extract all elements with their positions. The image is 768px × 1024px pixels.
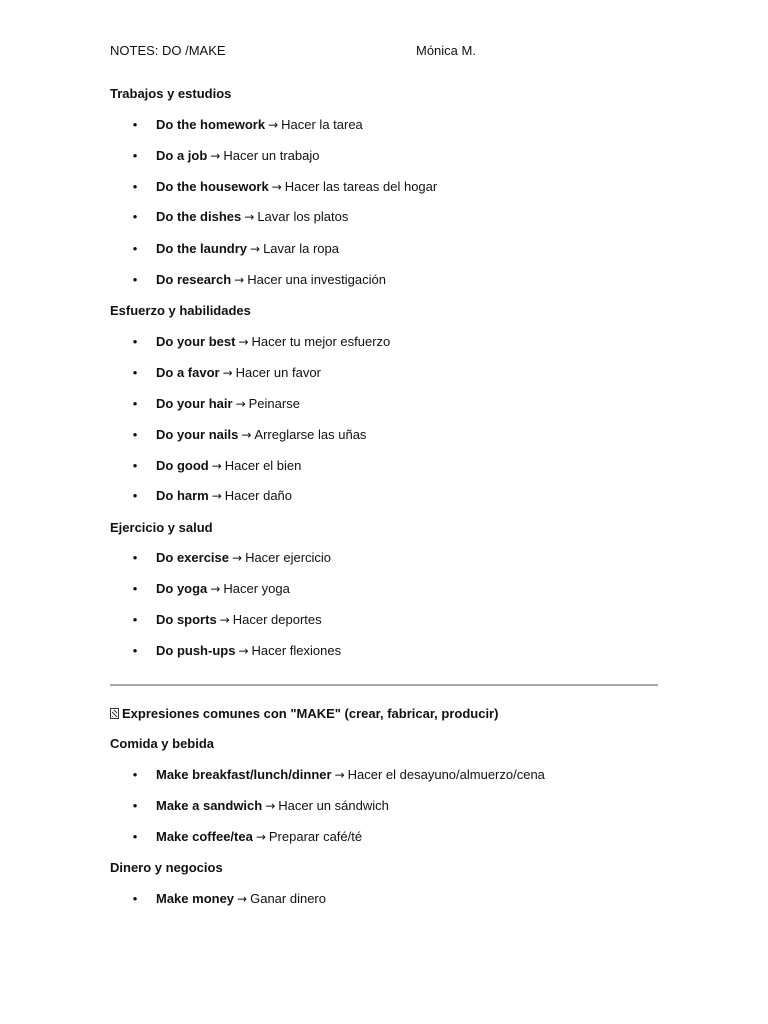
bullet-icon: • — [132, 334, 138, 349]
item-translation: Hacer ejercicio — [245, 550, 332, 565]
item-translation: Peinarse — [248, 396, 300, 411]
item-translation: Hacer un trabajo — [223, 148, 320, 163]
item-term: Do the laundry — [156, 241, 248, 256]
item-term: Make money — [156, 891, 235, 906]
item-translation: Hacer flexiones — [251, 643, 342, 658]
arrow-icon: → — [238, 335, 249, 349]
bullet-icon: • — [132, 891, 138, 906]
arrow-icon: → — [235, 397, 246, 411]
item-term: Make breakfast/lunch/dinner — [156, 767, 332, 782]
arrow-icon: → — [237, 892, 248, 906]
arrow-icon: → — [265, 799, 276, 813]
item-term: Do harm — [156, 488, 209, 503]
item-translation: Hacer un sándwich — [278, 798, 389, 813]
arrow-icon: → — [238, 644, 249, 658]
bullet-icon: • — [132, 581, 138, 596]
item-term: Do sports — [156, 612, 217, 627]
arrow-icon: → — [210, 582, 221, 596]
section-heading-trabajos: Trabajos y estudios — [110, 86, 232, 101]
item-translation: Hacer tu mejor esfuerzo — [251, 334, 391, 349]
item-term: Make coffee/tea — [156, 829, 253, 844]
item-term: Do your hair — [156, 396, 233, 411]
item-term: Do yoga — [156, 581, 208, 596]
item-term: Do your best — [156, 334, 236, 349]
item-translation: Hacer las tareas del hogar — [284, 179, 438, 194]
bullet-icon: • — [132, 643, 138, 658]
section-divider — [110, 684, 658, 686]
missing-glyph-icon — [110, 708, 119, 719]
make-intro-heading — [110, 705, 498, 723]
bullet-icon: • — [132, 767, 138, 782]
section-heading-esfuerzo: Esfuerzo y habilidades — [110, 303, 251, 318]
item-translation: Hacer un favor — [235, 365, 321, 380]
item-term: Do your nails — [156, 427, 239, 442]
bullet-icon: • — [132, 148, 138, 163]
item-term: Make a sandwich — [156, 798, 263, 813]
item-term: Do a job — [156, 148, 208, 163]
bullet-icon: • — [132, 458, 138, 473]
bullet-icon: • — [132, 241, 138, 256]
item-translation: Hacer el bien — [224, 458, 302, 473]
bullet-icon: • — [132, 488, 138, 503]
item-translation: Lavar los platos — [257, 209, 349, 224]
item-term: Do good — [156, 458, 209, 473]
item-translation: Lavar la ropa — [263, 241, 339, 256]
section-heading-comida: Comida y bebida — [110, 736, 215, 751]
item-term: Do exercise — [156, 550, 229, 565]
bullet-icon: • — [132, 179, 138, 194]
arrow-icon: → — [334, 768, 345, 782]
arrow-icon: → — [211, 459, 222, 473]
item-translation: Hacer la tarea — [281, 117, 363, 132]
item-translation: Hacer daño — [224, 488, 293, 503]
arrow-icon: → — [222, 366, 233, 380]
arrow-icon: → — [211, 489, 222, 503]
item-term: Do the homework — [156, 117, 266, 132]
item-translation: Ganar dinero — [250, 891, 326, 906]
item-translation: Hacer yoga — [223, 581, 290, 596]
bullet-icon: • — [132, 612, 138, 627]
item-term: Do the housework — [156, 179, 269, 194]
item-term: Do push-ups — [156, 643, 236, 658]
arrow-icon: → — [244, 210, 255, 224]
section-heading-ejercicio: Ejercicio y salud — [110, 520, 213, 535]
bullet-icon: • — [132, 829, 138, 844]
item-translation: Hacer deportes — [232, 612, 322, 627]
document-title: NOTES: DO /MAKE — [110, 43, 226, 58]
bullet-icon: • — [132, 798, 138, 813]
arrow-icon: → — [271, 180, 282, 194]
author-name: Mónica M. — [416, 43, 476, 58]
bullet-icon: • — [132, 427, 138, 442]
bullet-icon: • — [132, 272, 138, 287]
item-term: Do the dishes — [156, 209, 242, 224]
bullet-icon: • — [132, 550, 138, 565]
item-translation: Preparar café/té — [268, 829, 363, 844]
arrow-icon: → — [268, 118, 279, 132]
item-translation: Hacer una investigación — [247, 272, 386, 287]
section-heading-dinero: Dinero y negocios — [110, 860, 223, 875]
item-term: Do research — [156, 272, 232, 287]
make-intro-text: Expresiones comunes con "MAKE" (crear, fabricar, producir) — [122, 706, 499, 721]
arrow-icon: → — [234, 273, 245, 287]
arrow-icon: → — [232, 551, 243, 565]
arrow-icon: → — [250, 242, 261, 256]
arrow-icon: → — [219, 613, 230, 627]
item-term: Do a favor — [156, 365, 220, 380]
arrow-icon: → — [210, 149, 221, 163]
bullet-icon: • — [132, 117, 138, 132]
item-translation: Hacer el desayuno/almuerzo/cena — [347, 767, 545, 782]
bullet-icon: • — [132, 365, 138, 380]
item-translation: Arreglarse las uñas — [254, 427, 367, 442]
arrow-icon: → — [241, 428, 252, 442]
bullet-icon: • — [132, 396, 138, 411]
arrow-icon: → — [255, 830, 266, 844]
bullet-icon: • — [132, 209, 138, 224]
